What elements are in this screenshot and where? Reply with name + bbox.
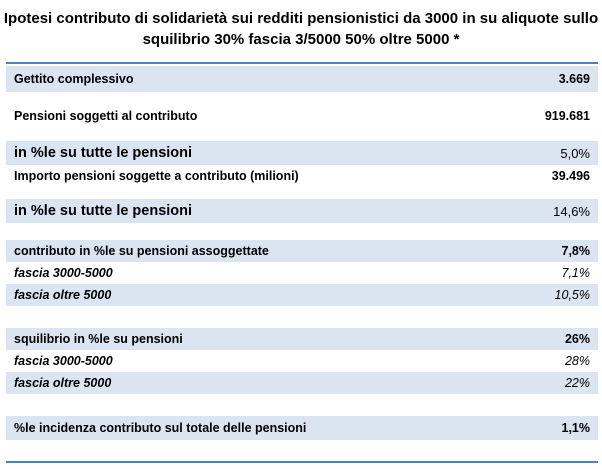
row-value: 919.681 <box>544 109 590 123</box>
table-row-fascia-3000-5000 <box>6 262 598 284</box>
row-label: in %le su tutte le pensioni <box>14 145 193 161</box>
table-row-contributo <box>6 240 598 262</box>
row-label: contributo in %le su pensioni assoggettate <box>14 244 269 258</box>
row-label: Gettito complessivo <box>14 72 134 86</box>
row-label: %le incidenza contributo sul totale delle pensioni <box>14 421 307 435</box>
table-row-percent-pensioni <box>6 141 598 165</box>
table-row-importo <box>6 166 598 186</box>
row-value: 5,0% <box>560 145 590 161</box>
footer-divider <box>6 461 598 463</box>
row-label: fascia 3000-5000 <box>14 266 113 280</box>
table-row-incidenza <box>6 416 598 440</box>
row-value: 7,8% <box>561 244 590 258</box>
row-label: Pensioni soggetti al contributo <box>14 109 198 123</box>
table-row-percent-importo <box>6 199 598 223</box>
header-divider <box>6 62 598 64</box>
table-title <box>0 8 602 50</box>
row-value: 26% <box>564 332 590 346</box>
row-label: in %le su tutte le pensioni <box>14 203 193 219</box>
table-row-squilibrio <box>6 328 598 350</box>
table-row-gettito <box>6 66 598 92</box>
row-value: 1,1% <box>561 421 590 435</box>
row-value: 22% <box>564 376 590 390</box>
table-row-squilibrio-fascia-3000-5000 <box>6 350 598 372</box>
row-value: 10,5% <box>554 288 590 302</box>
table-row-fascia-oltre-5000 <box>6 284 598 306</box>
row-value: 14,6% <box>553 203 590 219</box>
table-row-pensioni-soggetti <box>6 103 598 129</box>
title-line-2: squilibrio 30% fascia 3/5000 50% oltre 5000 * <box>142 31 460 48</box>
row-label: fascia 3000-5000 <box>14 354 113 368</box>
row-value: 28% <box>564 354 590 368</box>
row-value: 39.496 <box>551 169 590 183</box>
row-label: squilibrio in %le su pensioni <box>14 332 183 346</box>
row-label: fascia oltre 5000 <box>14 376 112 390</box>
row-label: Importo pensioni soggette a contributo (milioni) <box>14 169 299 183</box>
row-value: 3.669 <box>558 72 590 86</box>
title-line-1: Ipotesi contributo di solidarietà sui redditi pensionistici da 3000 in su aliquote sullo <box>3 10 599 27</box>
table-row-squilibrio-fascia-oltre-5000 <box>6 372 598 394</box>
row-label: fascia oltre 5000 <box>14 288 112 302</box>
row-value: 7,1% <box>561 266 590 280</box>
